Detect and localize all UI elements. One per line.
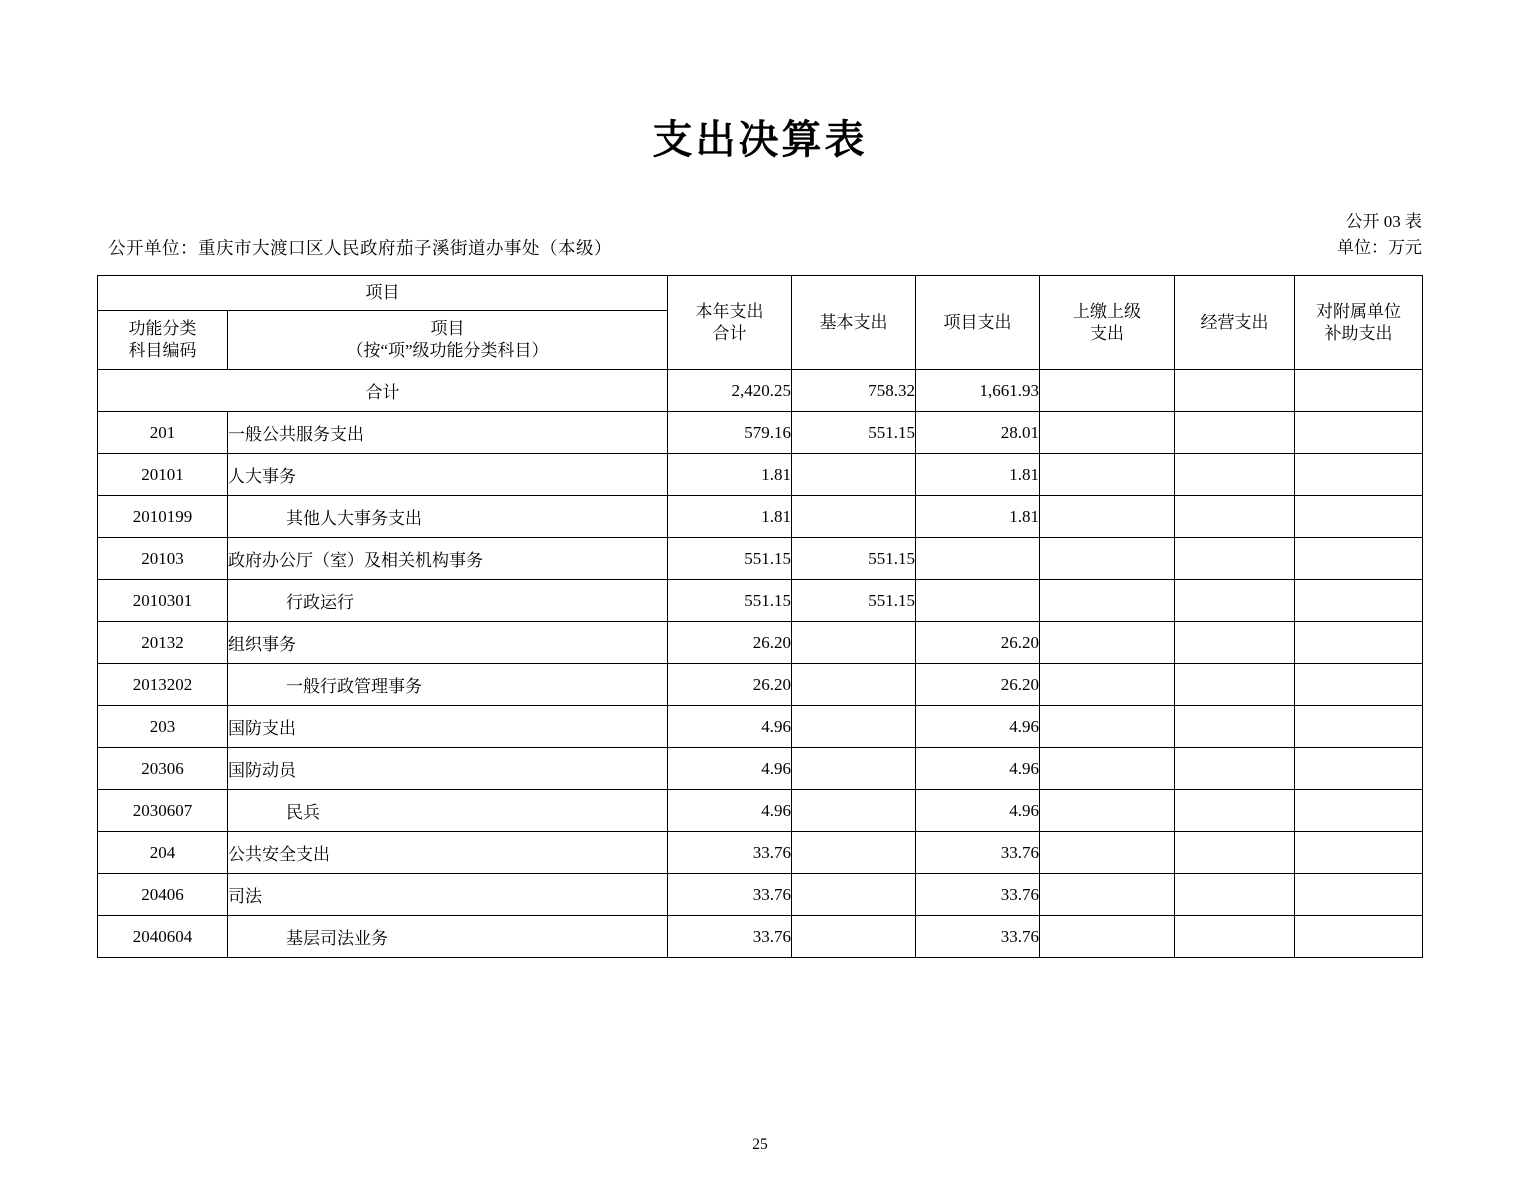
row-code: 20406 [98, 874, 228, 916]
table-row [98, 664, 1423, 706]
row-code: 2013202 [98, 664, 228, 706]
total-v6 [1295, 370, 1423, 412]
row-code: 20103 [98, 538, 228, 580]
table-row [98, 580, 1423, 622]
row-code: 20132 [98, 622, 228, 664]
row-v5 [1175, 832, 1295, 874]
row-v3: 26.20 [916, 622, 1040, 664]
row-v5 [1175, 538, 1295, 580]
row-code: 204 [98, 832, 228, 874]
header-col-code-line1: 功能分类 [128, 319, 197, 338]
row-v3 [916, 538, 1040, 580]
row-v5 [1175, 454, 1295, 496]
row-v4 [1040, 832, 1175, 874]
page-title: 支出决算表 [652, 117, 868, 162]
row-name: 人大事务 [228, 454, 668, 496]
header-col-name [228, 311, 668, 370]
header-col-code-line2: 科目编码 [128, 341, 197, 360]
row-v4 [1040, 916, 1175, 958]
row-code: 20101 [98, 454, 228, 496]
row-v2 [792, 832, 916, 874]
row-code: 201 [98, 412, 228, 454]
row-code: 2010301 [98, 580, 228, 622]
table-row [98, 496, 1423, 538]
meta-right-block [1337, 209, 1422, 261]
expenditure-table [97, 275, 1423, 958]
row-name: 组织事务 [228, 622, 668, 664]
row-name: 国防动员 [228, 748, 668, 790]
row-v3: 33.76 [916, 832, 1040, 874]
row-code: 203 [98, 706, 228, 748]
row-v6 [1295, 916, 1423, 958]
row-v2 [792, 790, 916, 832]
row-v4 [1040, 706, 1175, 748]
row-v4 [1040, 538, 1175, 580]
row-v4 [1040, 580, 1175, 622]
row-v5 [1175, 580, 1295, 622]
row-v1: 1.81 [668, 454, 792, 496]
table-row [98, 832, 1423, 874]
row-v1: 551.15 [668, 538, 792, 580]
row-v4 [1040, 790, 1175, 832]
total-v1: 2,420.25 [668, 370, 792, 412]
table-row [98, 790, 1423, 832]
document-meta [0, 209, 1520, 269]
table-row [98, 412, 1423, 454]
row-name: 政府办公厅（室）及相关机构事务 [228, 538, 668, 580]
row-v4 [1040, 664, 1175, 706]
header-col-remit-upper [1040, 276, 1175, 370]
row-v5 [1175, 874, 1295, 916]
row-name: 公共安全支出 [228, 832, 668, 874]
row-v4 [1040, 412, 1175, 454]
row-v5 [1175, 496, 1295, 538]
row-code: 2040604 [98, 916, 228, 958]
table-row [98, 874, 1423, 916]
header-col-remit-upper-line2: 支出 [1090, 323, 1124, 343]
row-v2 [792, 622, 916, 664]
row-v2 [792, 748, 916, 790]
row-v1: 33.76 [668, 832, 792, 874]
row-v4 [1040, 496, 1175, 538]
row-v6 [1295, 748, 1423, 790]
row-v4 [1040, 874, 1175, 916]
table-header [98, 276, 1423, 370]
document-page [0, 108, 1520, 1182]
total-v2: 758.32 [792, 370, 916, 412]
header-col-basic: 基本支出 [792, 276, 916, 370]
header-col-name-line2: （按“项”级功能分类科目） [346, 341, 549, 360]
form-number: 公开 03 表 [1345, 212, 1422, 231]
table-row [98, 454, 1423, 496]
row-name: 一般行政管理事务 [228, 664, 668, 706]
row-v5 [1175, 664, 1295, 706]
table-body [98, 370, 1423, 958]
row-v5 [1175, 916, 1295, 958]
row-v6 [1295, 580, 1423, 622]
row-v1: 33.76 [668, 916, 792, 958]
row-v5 [1175, 706, 1295, 748]
row-v1: 1.81 [668, 496, 792, 538]
row-v2 [792, 916, 916, 958]
row-v3: 28.01 [916, 412, 1040, 454]
row-code: 2010199 [98, 496, 228, 538]
row-v6 [1295, 790, 1423, 832]
row-v1: 26.20 [668, 664, 792, 706]
row-v6 [1295, 412, 1423, 454]
header-group-project: 项目 [98, 276, 668, 311]
row-v6 [1295, 664, 1423, 706]
row-v6 [1295, 874, 1423, 916]
header-col-code [98, 311, 228, 370]
row-v1: 26.20 [668, 622, 792, 664]
header-col-total-line2: 合计 [712, 323, 747, 343]
header-col-subsidy-line2: 补助支出 [1324, 323, 1393, 343]
row-v2 [792, 664, 916, 706]
table-row-total [98, 370, 1423, 412]
row-v3 [916, 580, 1040, 622]
row-v3: 1.81 [916, 454, 1040, 496]
row-name: 基层司法业务 [228, 916, 668, 958]
table-row [98, 706, 1423, 748]
row-v3: 33.76 [916, 874, 1040, 916]
total-label: 合计 [98, 370, 668, 412]
row-name: 司法 [228, 874, 668, 916]
row-v1: 551.15 [668, 580, 792, 622]
row-name: 一般公共服务支出 [228, 412, 668, 454]
table-row [98, 538, 1423, 580]
row-code: 2030607 [98, 790, 228, 832]
unit-note: 单位：万元 [1337, 238, 1422, 257]
total-v4 [1040, 370, 1175, 412]
header-col-subsidy [1295, 276, 1423, 370]
row-v5 [1175, 790, 1295, 832]
header-col-subsidy-line1: 对附属单位 [1316, 301, 1401, 321]
row-v3: 4.96 [916, 748, 1040, 790]
table-row [98, 916, 1423, 958]
row-v2: 551.15 [792, 538, 916, 580]
header-col-remit-upper-line1: 上缴上级 [1073, 301, 1141, 321]
row-v6 [1295, 538, 1423, 580]
publisher-line: 公开单位：重庆市大渡口区人民政府茄子溪街道办事处（本级） [108, 238, 612, 258]
header-row-1 [98, 276, 1423, 311]
row-code: 20306 [98, 748, 228, 790]
row-v3: 26.20 [916, 664, 1040, 706]
row-v2 [792, 874, 916, 916]
header-col-project: 项目支出 [916, 276, 1040, 370]
row-v5 [1175, 622, 1295, 664]
page-number: 25 [752, 1136, 768, 1153]
row-v6 [1295, 706, 1423, 748]
row-v3: 4.96 [916, 790, 1040, 832]
row-v6 [1295, 496, 1423, 538]
table-row [98, 622, 1423, 664]
row-v1: 4.96 [668, 748, 792, 790]
row-v6 [1295, 832, 1423, 874]
row-v4 [1040, 748, 1175, 790]
total-v3: 1,661.93 [916, 370, 1040, 412]
row-v4 [1040, 622, 1175, 664]
row-v3: 4.96 [916, 706, 1040, 748]
header-col-name-line1: 项目 [430, 319, 465, 338]
row-v1: 4.96 [668, 706, 792, 748]
row-name: 国防支出 [228, 706, 668, 748]
total-v5 [1175, 370, 1295, 412]
header-col-total [668, 276, 792, 370]
row-v6 [1295, 622, 1423, 664]
row-name: 其他人大事务支出 [228, 496, 668, 538]
row-name: 民兵 [228, 790, 668, 832]
row-v2 [792, 496, 916, 538]
row-v2: 551.15 [792, 412, 916, 454]
row-v4 [1040, 454, 1175, 496]
row-v3: 33.76 [916, 916, 1040, 958]
row-v6 [1295, 454, 1423, 496]
row-v1: 33.76 [668, 874, 792, 916]
row-v5 [1175, 412, 1295, 454]
row-v1: 579.16 [668, 412, 792, 454]
row-v2 [792, 454, 916, 496]
header-col-operating: 经营支出 [1175, 276, 1295, 370]
row-v5 [1175, 748, 1295, 790]
row-v2 [792, 706, 916, 748]
row-v1: 4.96 [668, 790, 792, 832]
row-v2: 551.15 [792, 580, 916, 622]
table-row [98, 748, 1423, 790]
header-col-total-line1: 本年支出 [695, 301, 764, 321]
row-v3: 1.81 [916, 496, 1040, 538]
row-name: 行政运行 [228, 580, 668, 622]
